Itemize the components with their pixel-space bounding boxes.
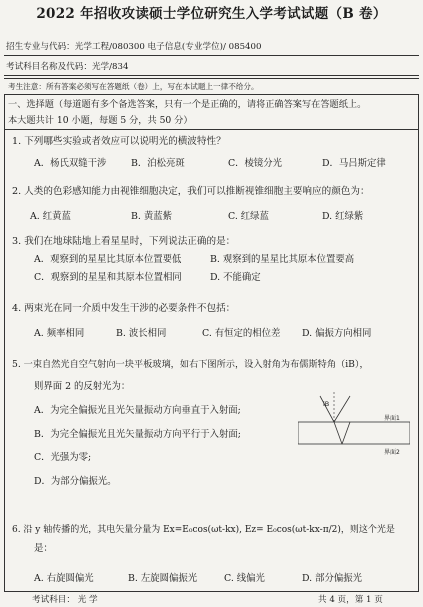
q1-option-d: D．马吕斯定律 (322, 158, 386, 169)
question-2-stem: 2. 人类的色彩感知能力由视锥细胞决定，我们可以推断视锥细胞主要响应的颜色为： (12, 186, 370, 197)
interface-1-label: 界面1 (384, 415, 400, 422)
question-1-stem: 1. 下列哪些实验或者效应可以说明光的横波特性？ (12, 136, 226, 147)
question-6-stem: 6. 沿 y 轴传播的光，其电矢量分量为 Ex=E₀cos(ωt-kx), Ez= E₀cos(ωt-kx-π/2)，则这个光是 (12, 525, 395, 535)
q2-option-c: C. 红绿蓝 (228, 211, 269, 222)
footer-subject: 考试科目： 光 学 (32, 595, 98, 605)
divider (4, 129, 419, 130)
major-line: 招生专业与代码：光学工程/080300 电子信息(专业学位)/ 085400 (6, 42, 262, 52)
question-3-stem: 3. 我们在地球陆地上看星星时，下列说法正确的是： (12, 236, 236, 247)
q4-option-c: C. 有恒定的相位差 (202, 328, 281, 339)
q1-option-a: A．杨氏双缝干涉 (34, 158, 107, 169)
q1-option-c: C．棱镜分光 (228, 158, 283, 169)
internal-reflected-ray (342, 422, 350, 444)
interface-2-label: 界面2 (384, 449, 400, 456)
q1-option-b: B．泊松亮斑 (131, 158, 185, 169)
exam-note: 考生注意：所有答案必须写在答题纸（卷）上，写在本试题上一律不给分。 (8, 82, 259, 91)
frame-left (4, 94, 5, 591)
divider (4, 78, 419, 79)
q6-option-b: B. 左旋圆偏振光 (128, 573, 198, 584)
divider (4, 55, 419, 56)
brewster-figure (298, 392, 410, 460)
question-5-stem-continued: 则界面 2 的反射光为： (34, 381, 131, 392)
q6-option-c: C. 线偏光 (224, 573, 265, 584)
q5-option-b: B．为完全偏振光且光矢量振动方向平行于入射面; (34, 429, 241, 440)
q5-option-d: D．为部分偏振光。 (34, 476, 117, 487)
q3-option-a: A．观察到的星星比其原本位置要低 (34, 254, 182, 265)
glass-plate (298, 422, 410, 444)
footer-divider (4, 591, 419, 592)
q2-option-b: B. 黄蓝紫 (131, 211, 172, 222)
q3-option-c: C．观察到的星星和其原本位置相同 (34, 272, 182, 283)
q4-option-b: B. 波长相同 (116, 328, 167, 339)
exam-title: 2022 年招收攻读硕士学位研究生入学考试试题（B 卷） (36, 6, 387, 22)
angle-label: iB (323, 400, 330, 408)
section-line-2: 本大题共计 10 小题，每题 5 分，共 50 分） (8, 115, 193, 126)
q2-option-a: A. 红黄蓝 (30, 211, 71, 222)
q5-option-a: A．为完全偏振光且光矢量振动方向垂直于入射面; (34, 405, 241, 416)
footer-page: 共 4 页，第 1 页 (318, 595, 383, 605)
q5-option-c: C．光强为零; (34, 452, 92, 463)
section-line-1: 一、选择题（每道题有多个备选答案，只有一个是正确的，请将正确答案写在答题纸上。 (8, 99, 367, 110)
q6-option-a: A. 右旋圆偏光 (34, 573, 94, 584)
refracted-ray (334, 422, 342, 444)
divider (4, 75, 419, 76)
reflected-ray (334, 396, 350, 422)
subject-line: 考试科目名称及代码：光学/834 (6, 62, 129, 72)
q3-option-d: D. 不能确定 (210, 272, 261, 283)
q4-option-a: A. 频率相同 (34, 328, 85, 339)
question-4-stem: 4. 两束光在同一介质中发生干涉的必要条件不包括： (12, 303, 236, 314)
q2-option-d: D. 红绿紫 (322, 211, 364, 222)
question-6-stem-continued: 是： (34, 543, 53, 554)
divider (4, 94, 419, 95)
question-5-stem: 5. 一束自然光自空气射向一块平板玻璃，如右下图所示，设入射角为布儒斯特角（iB）， (12, 359, 369, 370)
q4-option-d: D. 偏振方向相同 (302, 328, 372, 339)
q3-option-b: B. 观察到的星星比其原本位置要高 (210, 254, 355, 265)
frame-right (418, 94, 419, 591)
q6-option-d: D. 部分偏振光 (302, 573, 363, 584)
